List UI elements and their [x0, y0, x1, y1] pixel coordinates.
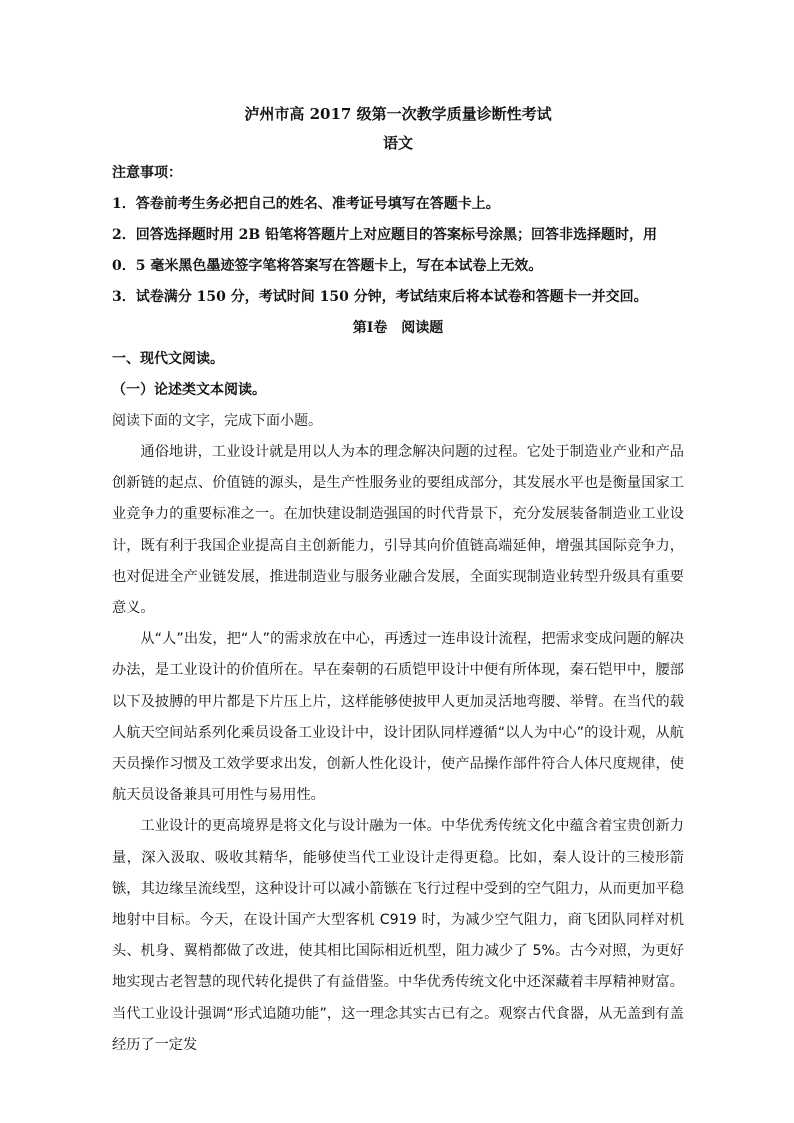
notice-item-3: 3．试卷满分 150 分，考试时间 150 分钟，考试结束后将本试卷和答题卡一并交回。 — [112, 289, 648, 305]
volume-label: 第Ⅰ卷 — [352, 320, 388, 336]
volume-heading — [112, 313, 684, 344]
notice-item-2: 2．回答选择题时用 2B 铅笔将答题片上对应题目的答案标号涂黑；回答非选择题时，用 0．5 毫米黑色墨迹签字笔将答案写在答题卡上，写在本试卷上无效。 — [112, 227, 658, 274]
subject-title: 语文 — [382, 134, 413, 152]
exam-title: 泸州市高 2017 级第一次教学质量诊断性考试 — [244, 105, 552, 123]
part-subheading: （一）论述类文本阅读。 — [112, 382, 266, 398]
page-content — [112, 98, 684, 1061]
passage-paragraph-3: 工业设计的更高境界是将文化与设计融为一体。中华优秀传统文化中蕴含着宝贵创新力量，深入汲取、吸收其精华，能够使当代工业设计走得更稳。比如，秦人设计的三棱形箭镞，其边缘呈流线型，这种设计可以减小箭镞在飞行过程中受到的空气阻力，从而更加平稳地射中目标。今天，在设计国产大型客机 C919 时，为减少空气阻力，商飞团队同样对机头、机身、翼梢都做了改进，使其相比国际相近机型，阻力减少了 5%。古今对照，为更好地实现古老智慧的现代转化提供了有益借鉴。中华优秀传统文化中还深藏着丰厚精神财富。当代工业设计强调“形式追随功能”，这一理念其实古已有之。观察古代食器，从无盖到有盖经历了一定发 — [112, 818, 684, 1053]
passage-paragraph-1: 通俗地讲，工业设计就是用以人为本的理念解决问题的过程。它处于制造业产业和产品创新链的起点、价值链的源头，是生产性服务业的要组成部分，其发展水平也是衡量国家工业竞争力的重要标准之一。在加快建设制造强国的时代背景下，充分发展装备制造业工业设计，既有利于我国企业提高自主创新能力，引导其向价值链高端延伸，增强其国际竞争力，也对促进全产业链发展，推进制造业与服务业融合发展，全面实现制造业转型升级具有重要意义。 — [112, 444, 684, 617]
notice-item-1: 1．答卷前考生务必把自己的姓名、准考证号填写在答题卡上。 — [112, 196, 500, 212]
notice-heading: 注意事项： — [112, 165, 182, 181]
reading-instruction: 阅读下面的文字，完成下面小题。 — [112, 413, 322, 429]
part-heading: 一、现代文阅读。 — [112, 351, 224, 367]
passage-paragraph-2: 从“人”出发，把“人”的需求放在中心，再透过一连串设计流程，把需求变成问题的解决办法，是工业设计的价值所在。早在秦朝的石质铠甲设计中便有所体现，秦石铠甲中，腰部以下及披膊的甲片都是下片压上片，这样能够使披甲人更加灵活地弯腰、举臂。在当代的载人航天空间站系列化乘员设备工业设计中，设计团队同样遵循“以人为中心”的设计观，从航天员操作习惯及工效学要求出发，创新人性化设计，使产品操作部件符合人体尺度规律，使航天员设备兼具可用性与易用性。 — [112, 631, 684, 804]
volume-name: 阅读题 — [401, 320, 444, 336]
